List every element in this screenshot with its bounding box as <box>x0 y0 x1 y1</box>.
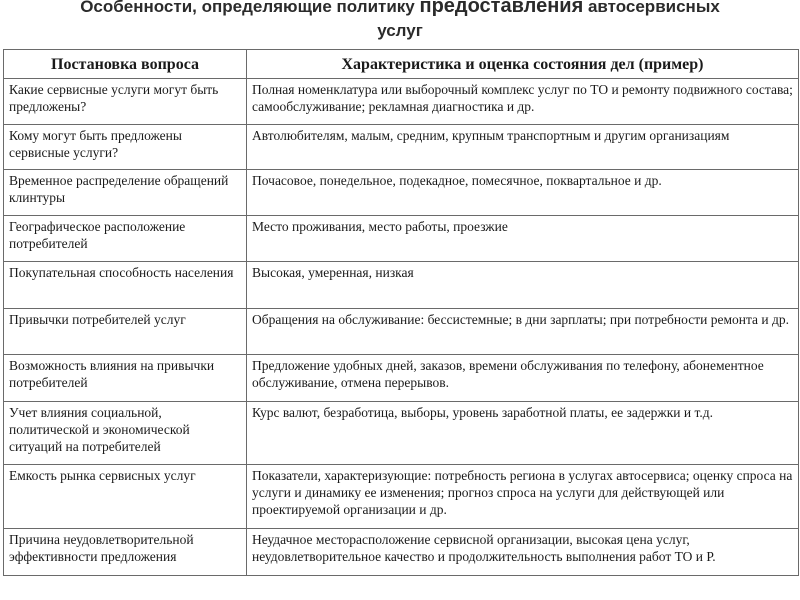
title-line-2: услуг <box>377 21 423 40</box>
table-row <box>4 309 799 355</box>
question-cell: Причина неудовлетворительной эффективности предложения <box>4 529 247 576</box>
answer-cell: Полная номенклатура или выборочный комплекс услуг по ТО и ремонту подвижного состава; самообслуживание; рекламная диагностика и др. <box>247 79 799 125</box>
title-part-3: автосервисных <box>583 0 720 16</box>
table-row <box>4 79 799 125</box>
title-part-1: Особенности, определяющие политику <box>80 0 420 16</box>
answer-cell: Автолюбителям, малым, средним, крупным транспортным и другим организациям <box>247 125 799 170</box>
table-row <box>4 465 799 529</box>
question-cell: Учет влияния социальной, политической и экономической ситуаций на потребителей <box>4 402 247 465</box>
table-row <box>4 402 799 465</box>
table-row <box>4 125 799 170</box>
question-cell: Географическое расположение потребителей <box>4 216 247 262</box>
question-cell: Временное распределение обращений клинтуры <box>4 170 247 216</box>
table-row <box>4 216 799 262</box>
header-question: Постановка вопроса <box>4 50 247 79</box>
question-cell: Какие сервисные услуги могут быть предложены? <box>4 79 247 125</box>
question-cell: Емкость рынка сервисных услуг <box>4 465 247 529</box>
question-cell: Кому могут быть предложены сервисные услуги? <box>4 125 247 170</box>
question-cell: Привычки потребителей услуг <box>4 309 247 355</box>
answer-cell: Обращения на обслуживание: бессистемные; в дни зарплаты; при потребности ремонта и др. <box>247 309 799 355</box>
answer-cell: Высокая, умеренная, низкая <box>247 262 799 309</box>
answer-cell: Предложение удобных дней, заказов, времени обслуживания по телефону, абонементное обслуживание, отмена перерывов. <box>247 355 799 402</box>
question-cell: Возможность влияния на привычки потребителей <box>4 355 247 402</box>
answer-cell: Показатели, характеризующие: потребность региона в услугах автосервиса; оценку спроса на услуги и динамику ее изменения; прогноз спроса на услуги для действующей или проектируемой организации и др. <box>247 465 799 529</box>
table-row <box>4 170 799 216</box>
question-cell: Покупательная способность населения <box>4 262 247 309</box>
answer-cell: Почасовое, понедельное, подекадное, помесячное, поквартальное и др. <box>247 170 799 216</box>
table-row <box>4 262 799 309</box>
answer-cell: Неудачное месторасположение сервисной организации, высокая цена услуг, неудовлетворительное качество и продолжительность выполнения работ ТО и Р. <box>247 529 799 576</box>
header-characteristic: Характеристика и оценка состояния дел (пример) <box>247 50 799 79</box>
page-title <box>0 0 800 43</box>
title-part-2: предоставления <box>419 0 584 17</box>
answer-cell: Место проживания, место работы, проезжие <box>247 216 799 262</box>
table-row <box>4 355 799 402</box>
services-policy-table <box>3 49 799 576</box>
table-row <box>4 529 799 576</box>
table-header-row <box>4 50 799 79</box>
answer-cell: Курс валют, безработица, выборы, уровень заработной платы, ее задержки и т.д. <box>247 402 799 465</box>
